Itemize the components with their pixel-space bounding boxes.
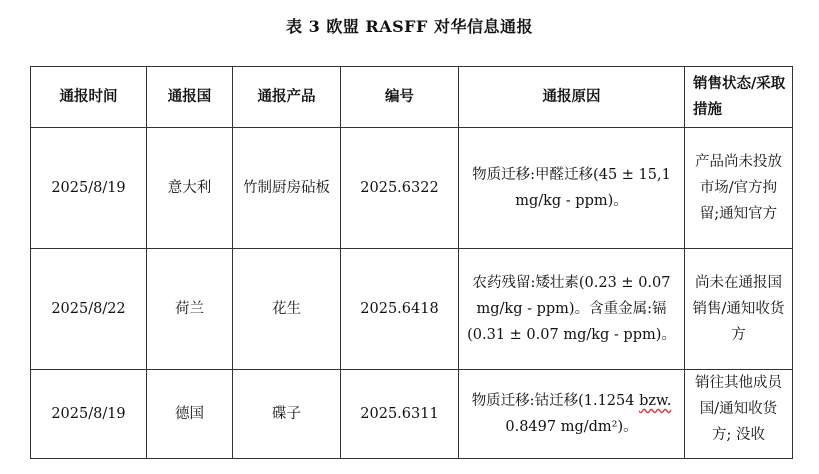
- table-row: [31, 370, 793, 459]
- table-row: [31, 249, 793, 370]
- table-row: [31, 128, 793, 249]
- cell-product: 花生: [233, 249, 341, 370]
- cell-reason: [459, 370, 685, 459]
- header-number: 编号: [341, 67, 459, 128]
- cell-reason: 物质迁移:甲醛迁移(45 ± 15,1 mg/kg - ppm)。: [459, 128, 685, 249]
- header-date: 通报时间: [31, 67, 147, 128]
- reason-text-rest: 0.8497 mg/dm²)。: [505, 419, 638, 435]
- cell-date: 2025/8/19: [31, 128, 147, 249]
- cell-number: 2025.6418: [341, 249, 459, 370]
- cell-status: 产品尚未投放市场/官方拘留;通知官方: [685, 128, 793, 249]
- cell-country: 德国: [147, 370, 233, 459]
- cell-date: 2025/8/22: [31, 249, 147, 370]
- header-country: 通报国: [147, 67, 233, 128]
- cell-date: 2025/8/19: [31, 370, 147, 459]
- header-product: 通报产品: [233, 67, 341, 128]
- cell-product: 碟子: [233, 370, 341, 459]
- table-header-row: [31, 67, 793, 128]
- cell-product: 竹制厨房砧板: [233, 128, 341, 249]
- header-reason: 通报原因: [459, 67, 685, 128]
- reason-text-underlined: bzw.: [639, 393, 672, 409]
- reason-text-main: 物质迁移:钴迁移(1.1254: [471, 393, 640, 409]
- cell-reason: 农药残留:矮壮素(0.23 ± 0.07 mg/kg - ppm)。含重金属:镉(0.31 ± 0.07 mg/kg - ppm)。: [459, 249, 685, 370]
- cell-status: 尚未在通报国销售/通知收货方: [685, 249, 793, 370]
- rasff-notification-table: [30, 66, 793, 459]
- table-title: 表 3 欧盟 RASFF 对华信息通报: [286, 17, 533, 36]
- header-status: 销售状态/采取措施: [685, 67, 793, 128]
- cell-country: 荷兰: [147, 249, 233, 370]
- cell-status: 销往其他成员国/通知收货方; 没收: [685, 370, 793, 459]
- cell-number: 2025.6322: [341, 128, 459, 249]
- cell-country: 意大利: [147, 128, 233, 249]
- cell-number: 2025.6311: [341, 370, 459, 459]
